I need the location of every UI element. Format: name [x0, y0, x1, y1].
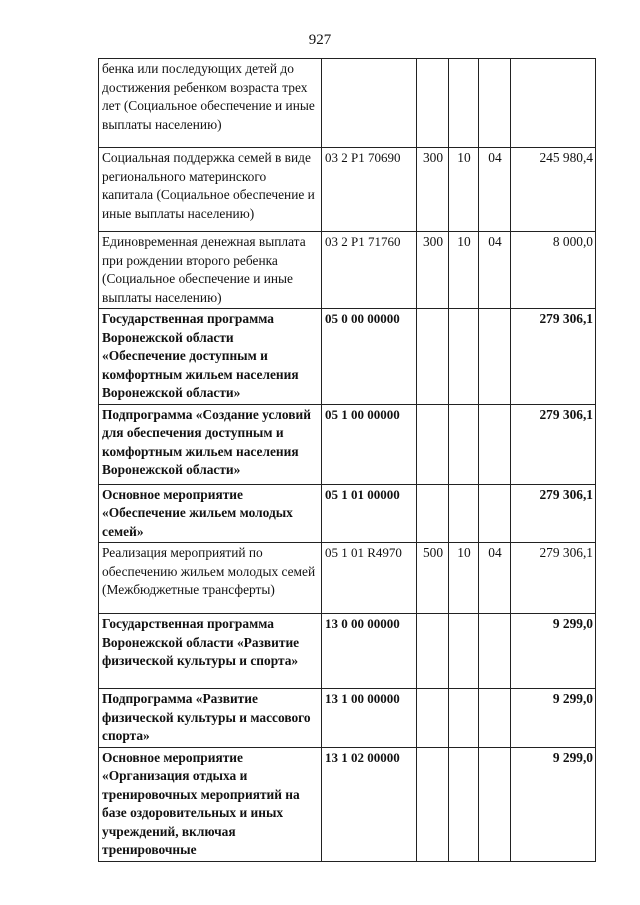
table-row — [99, 543, 596, 614]
row-pr-cell — [479, 484, 511, 543]
table-row — [99, 232, 596, 309]
row-name-cell: Подпрограмма «Создание условий для обеспечения доступным и комфортным жильем населения Воронежской области» — [99, 404, 322, 484]
row-code-cell: 05 0 00 00000 — [322, 309, 417, 405]
table-row — [99, 59, 596, 148]
row-name-cell: бенка или последующих детей до достижения ребенком возраста трех лет (Социальное обеспечение и иные выплаты населению) — [99, 59, 322, 148]
row-name-cell: Государственная программа Воронежской области «Развитие физической культуры и спорта» — [99, 614, 322, 689]
row-vr-cell — [417, 689, 449, 748]
row-vr-cell — [417, 484, 449, 543]
row-sum-cell: 279 306,1 — [511, 543, 596, 614]
row-name-cell: Единовременная денежная выплата при рождении второго ребенка (Социальное обеспечение и иные выплаты населению) — [99, 232, 322, 309]
table-row — [99, 614, 596, 689]
row-code-cell: 03 2 P1 70690 — [322, 148, 417, 232]
row-rz-cell: 10 — [449, 232, 479, 309]
row-name-cell: Основное мероприятие «Организация отдыха и тренировочных мероприятий на базе оздоровительных и иных учреждений, включая тренировочные — [99, 747, 322, 861]
row-code-cell: 13 1 02 00000 — [322, 747, 417, 861]
row-code-cell: 05 1 00 00000 — [322, 404, 417, 484]
row-code-cell: 03 2 P1 71760 — [322, 232, 417, 309]
row-sum-cell: 8 000,0 — [511, 232, 596, 309]
row-vr-cell: 300 — [417, 148, 449, 232]
row-sum-cell: 9 299,0 — [511, 689, 596, 748]
row-sum-cell — [511, 59, 596, 148]
row-rz-cell — [449, 747, 479, 861]
budget-table-body — [99, 59, 596, 862]
row-vr-cell — [417, 614, 449, 689]
row-rz-cell: 10 — [449, 148, 479, 232]
row-pr-cell: 04 — [479, 232, 511, 309]
row-rz-cell — [449, 59, 479, 148]
budget-table — [98, 58, 596, 862]
table-row — [99, 309, 596, 405]
row-code-cell: 13 1 00 00000 — [322, 689, 417, 748]
table-row — [99, 747, 596, 861]
row-code-cell — [322, 59, 417, 148]
row-code-cell: 13 0 00 00000 — [322, 614, 417, 689]
row-rz-cell — [449, 404, 479, 484]
row-pr-cell — [479, 689, 511, 748]
table-row — [99, 404, 596, 484]
row-rz-cell — [449, 614, 479, 689]
row-pr-cell: 04 — [479, 148, 511, 232]
row-sum-cell: 9 299,0 — [511, 614, 596, 689]
row-vr-cell — [417, 59, 449, 148]
row-code-cell: 05 1 01 R4970 — [322, 543, 417, 614]
table-row — [99, 689, 596, 748]
row-name-cell: Основное мероприятие «Обеспечение жильем молодых семей» — [99, 484, 322, 543]
row-vr-cell — [417, 309, 449, 405]
row-rz-cell — [449, 689, 479, 748]
row-pr-cell — [479, 404, 511, 484]
row-sum-cell: 279 306,1 — [511, 484, 596, 543]
row-pr-cell: 04 — [479, 543, 511, 614]
row-vr-cell — [417, 404, 449, 484]
row-code-cell: 05 1 01 00000 — [322, 484, 417, 543]
row-vr-cell: 300 — [417, 232, 449, 309]
row-name-cell: Реализация мероприятий по обеспечению жильем молодых семей (Межбюджетные трансферты) — [99, 543, 322, 614]
table-row — [99, 148, 596, 232]
row-vr-cell: 500 — [417, 543, 449, 614]
row-pr-cell — [479, 59, 511, 148]
page-number: 927 — [308, 32, 332, 48]
row-vr-cell — [417, 747, 449, 861]
row-pr-cell — [479, 747, 511, 861]
row-rz-cell — [449, 484, 479, 543]
row-name-cell: Государственная программа Воронежской области «Обеспечение доступным и комфортным жильем населения Воронежской области» — [99, 309, 322, 405]
row-sum-cell: 245 980,4 — [511, 148, 596, 232]
row-sum-cell: 9 299,0 — [511, 747, 596, 861]
row-name-cell: Подпрограмма «Развитие физической культуры и массового спорта» — [99, 689, 322, 748]
row-name-cell: Социальная поддержка семей в виде регионального материнского капитала (Социальное обеспечение и иные выплаты населению) — [99, 148, 322, 232]
row-pr-cell — [479, 614, 511, 689]
table-row — [99, 484, 596, 543]
row-rz-cell: 10 — [449, 543, 479, 614]
row-rz-cell — [449, 309, 479, 405]
row-sum-cell: 279 306,1 — [511, 404, 596, 484]
row-pr-cell — [479, 309, 511, 405]
row-sum-cell: 279 306,1 — [511, 309, 596, 405]
